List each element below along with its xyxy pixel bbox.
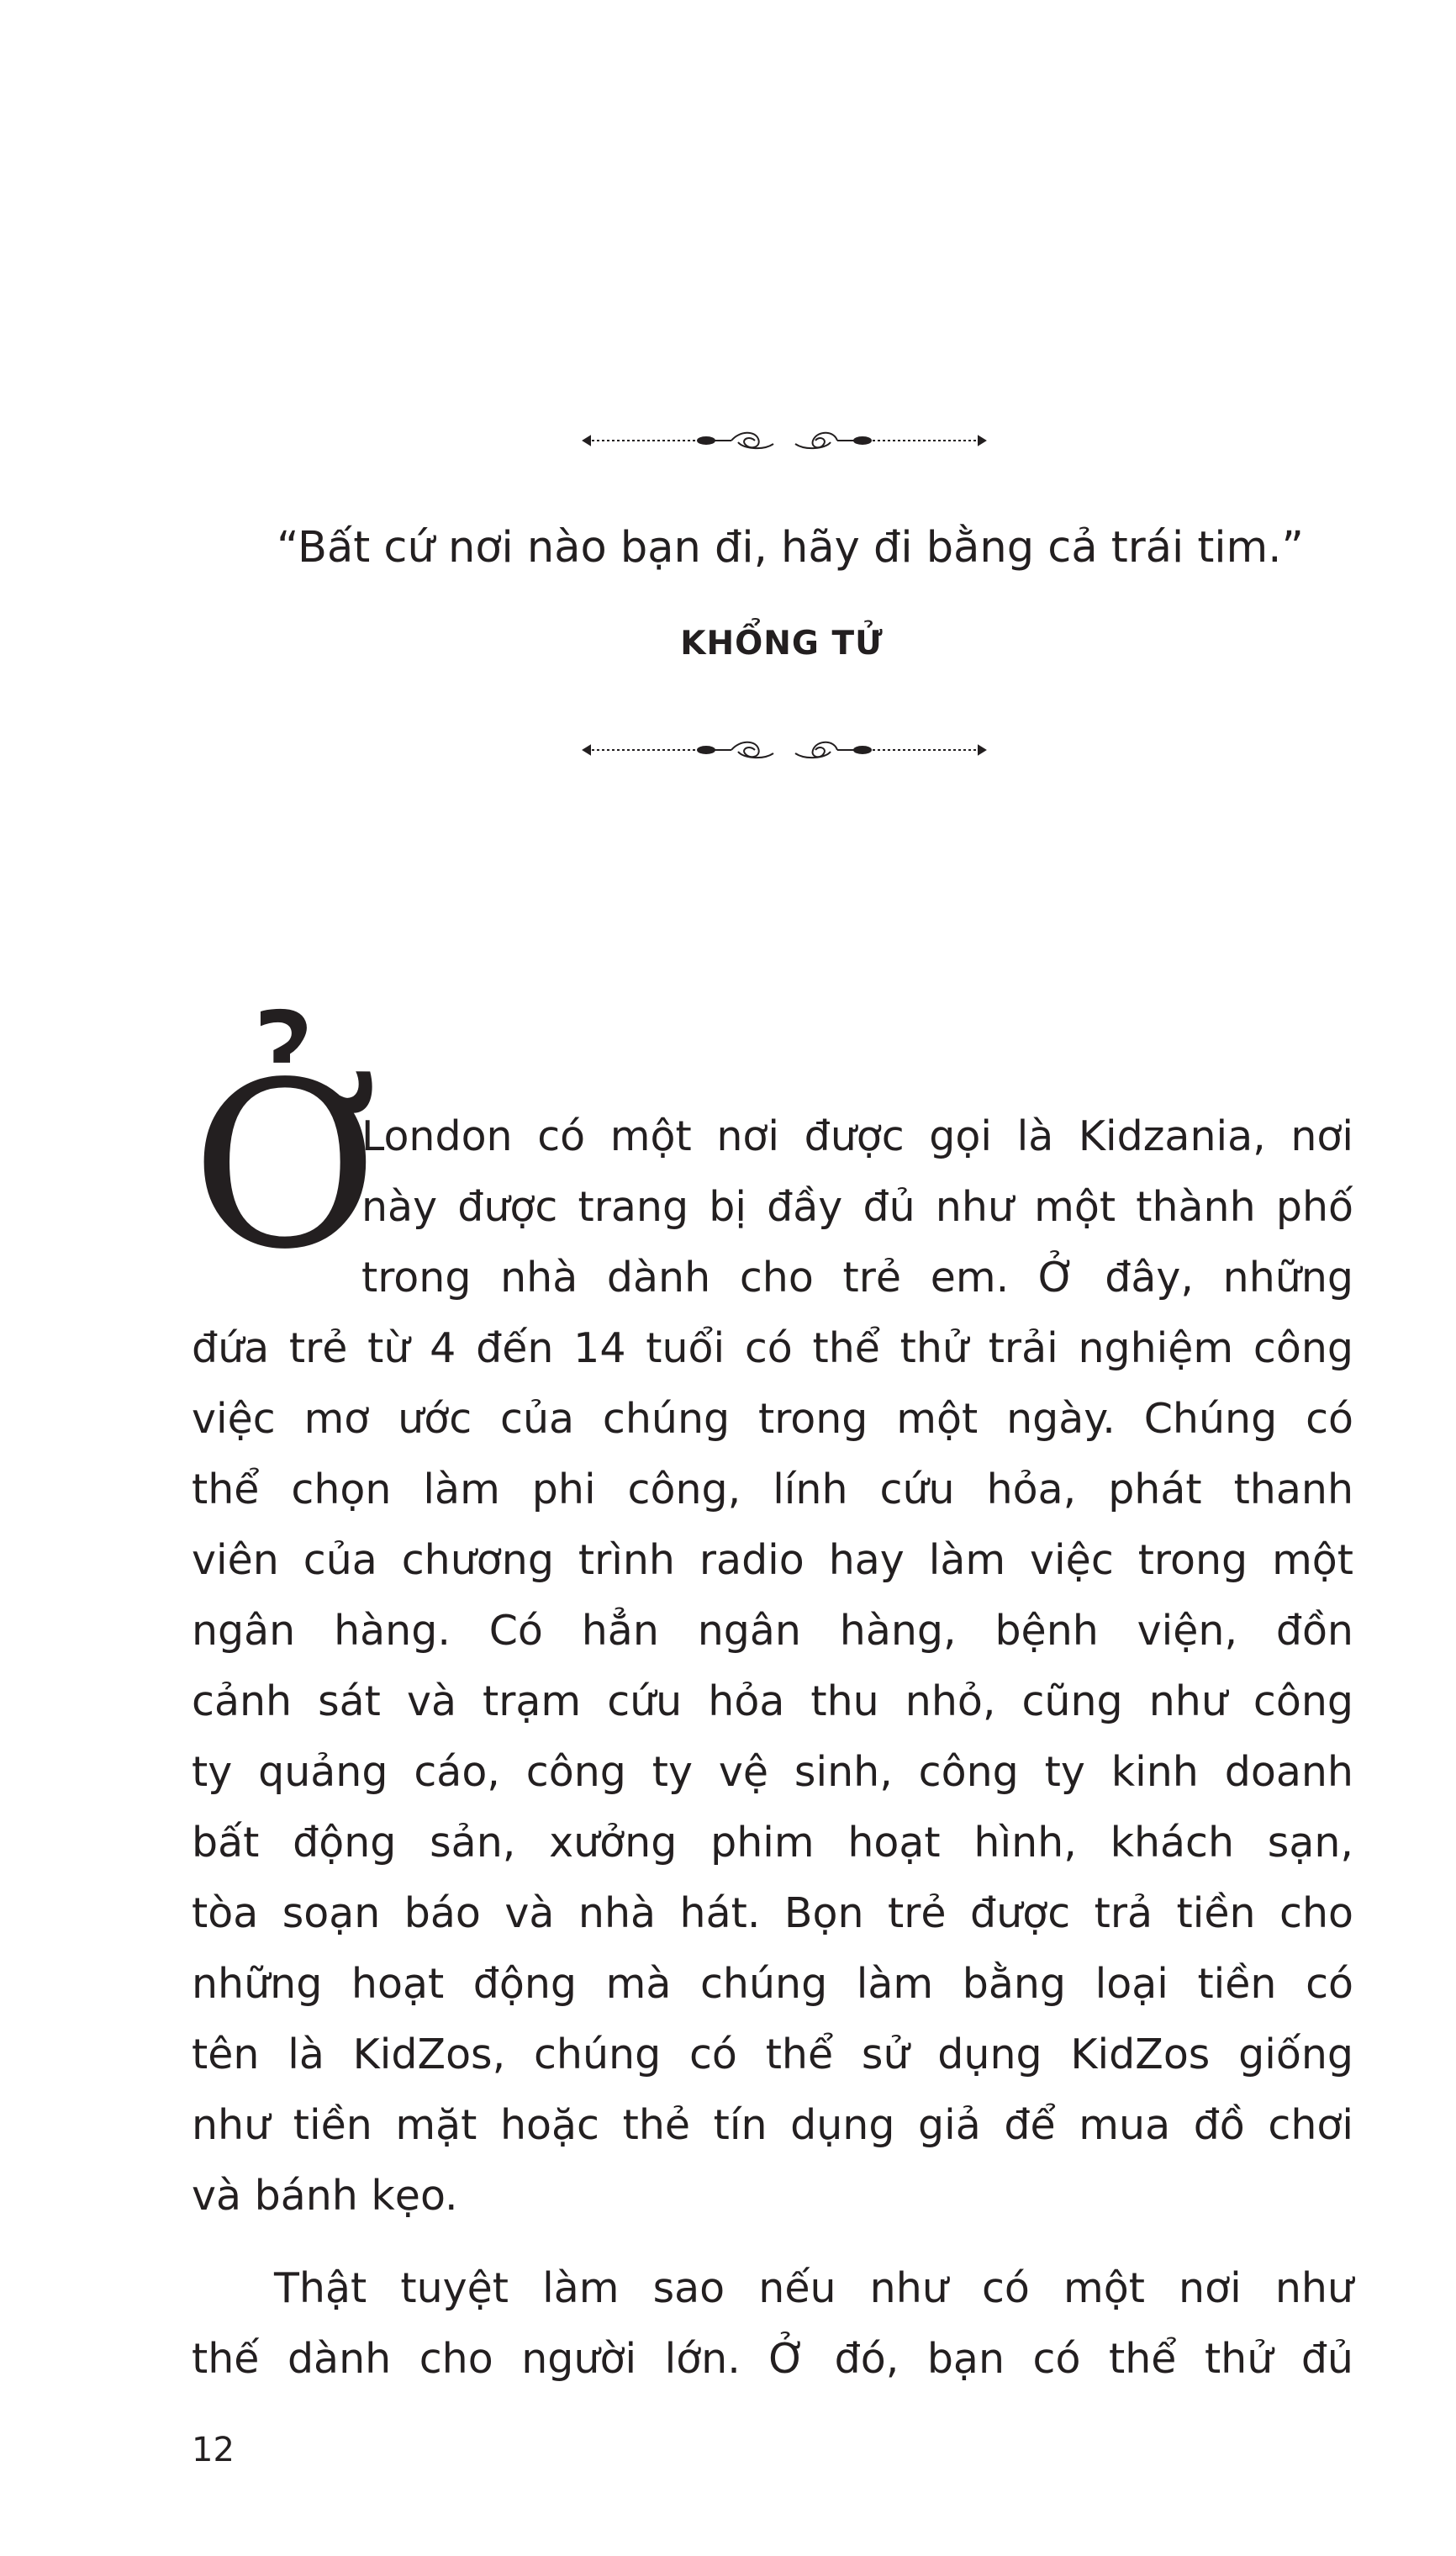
- body-line: viên của chương trình radio hay làm việc trong một: [192, 1536, 1353, 1584]
- page-number: 12: [192, 2431, 235, 2469]
- body-line: bất động sản, xưởng phim hoạt hình, khách sạn,: [192, 1819, 1353, 1867]
- body-line: thể chọn làm phi công, lính cứu hỏa, phát thanh: [192, 1465, 1353, 1513]
- body-line: tên là KidZos, chúng có thể sử dụng KidZos giống: [192, 2031, 1353, 2078]
- ornamental-divider-icon: [578, 733, 990, 767]
- ornamental-divider-icon: [578, 424, 990, 457]
- body-line: những hoạt động mà chúng làm bằng loại tiền có: [192, 1960, 1353, 2008]
- body-line: như tiền mặt hoặc thẻ tín dụng giả để mua đồ chơi: [192, 2101, 1353, 2149]
- epigraph-author: KHỔNG TỬ: [680, 625, 884, 663]
- body-line: trong nhà dành cho trẻ em. Ở đây, những: [361, 1254, 1353, 1302]
- body-line: tòa soạn báo và nhà hát. Bọn trẻ được trả tiền cho: [192, 1889, 1353, 1937]
- body-line: cảnh sát và trạm cứu hỏa thu nhỏ, cũng như công: [192, 1677, 1353, 1725]
- body-line: việc mơ ước của chúng trong một ngày. Chúng có: [192, 1395, 1353, 1443]
- body-line: ty quảng cáo, công ty vệ sinh, công ty kinh doanh: [192, 1748, 1353, 1796]
- body-line: thế dành cho người lớn. Ở đó, bạn có thể thử đủ: [192, 2335, 1353, 2383]
- body-line: London có một nơi được gọi là Kidzania, nơi: [361, 1112, 1353, 1160]
- body-line: đứa trẻ từ 4 đến 14 tuổi có thể thử trải nghiệm công: [192, 1324, 1353, 1372]
- drop-cap: Ở: [192, 1034, 379, 1300]
- body-line: này được trang bị đầy đủ như một thành phố: [361, 1183, 1353, 1231]
- body-line: Thật tuyệt làm sao nếu như có một nơi như: [274, 2264, 1353, 2312]
- epigraph-quote: “Bất cứ nơi nào bạn đi, hãy đi bằng cả trái tim.”: [277, 523, 1304, 573]
- body-line: ngân hàng. Có hẳn ngân hàng, bệnh viện, đồn: [192, 1607, 1353, 1655]
- body-line: và bánh kẹo.: [192, 2172, 458, 2220]
